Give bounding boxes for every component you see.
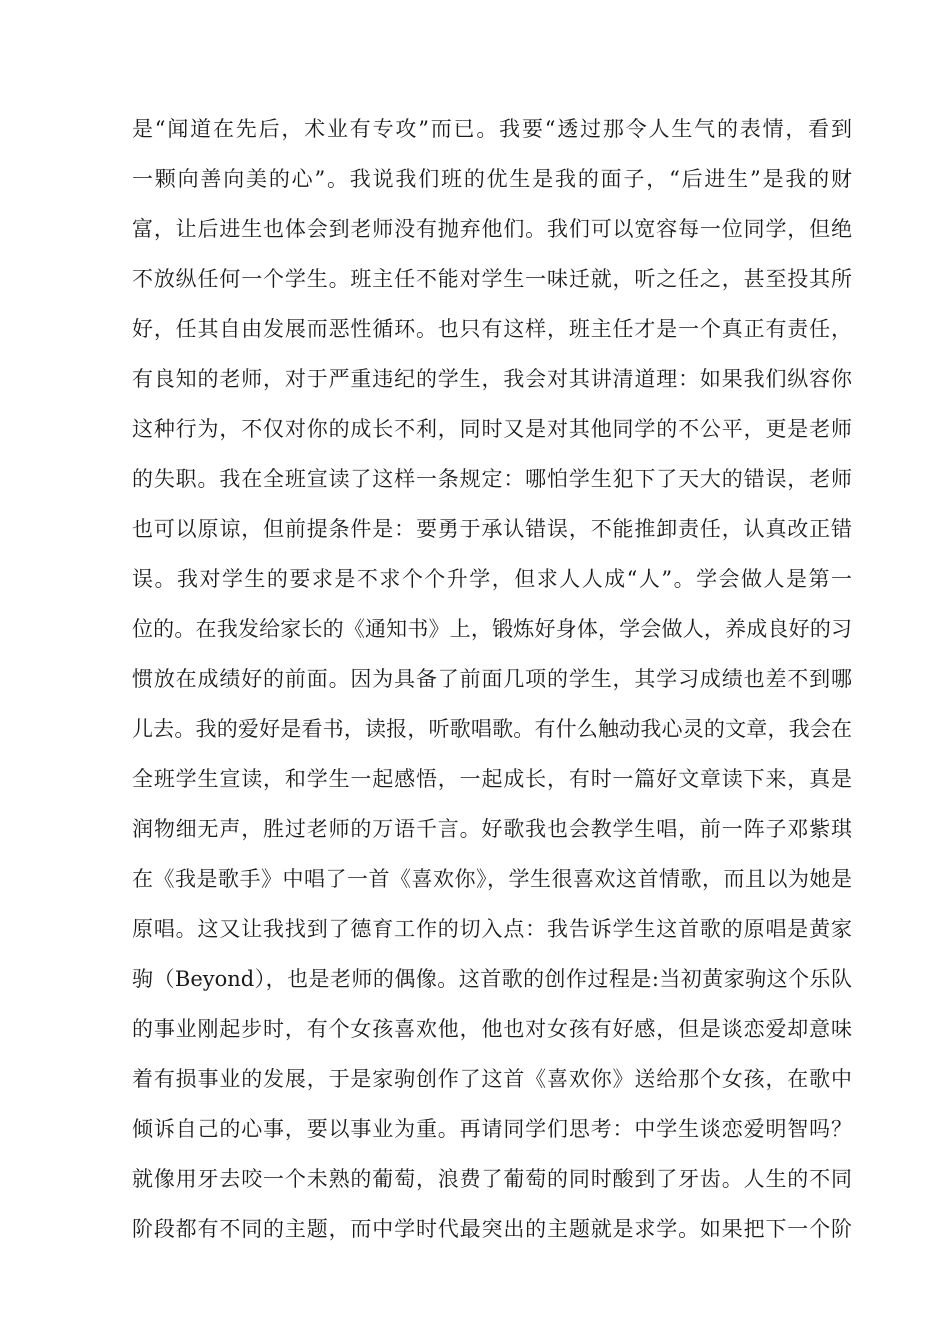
text-line: 这种行为，不仅对你的成长不利，同时又是对其他同学的不公平，更是老师 xyxy=(132,417,852,441)
text-line: 惯放在成绩好的前面。因为具备了前面几项的学生，其学习成绩也差不到哪 xyxy=(132,667,852,691)
text-line: 一颗向善向美的心”。我说我们班的优生是我的面子，“后进生”是我的财 xyxy=(132,167,852,191)
text-line: 在《我是歌手》中唱了一首《喜欢你》，学生很喜欢这首情歌，而且以为她是 xyxy=(132,867,852,891)
text-line: 也可以原谅，但前提条件是：要勇于承认错误，不能推卸责任，认真改正错 xyxy=(132,517,852,541)
body-text xyxy=(132,104,852,1254)
text-line: 好，任其自由发展而恶性循环。也只有这样，班主任才是一个真正有责任， xyxy=(132,317,852,341)
text-line: 富，让后进生也体会到老师没有抛弃他们。我们可以宽容每一位同学，但绝 xyxy=(132,217,852,241)
text-line: 的事业刚起步时，有个女孩喜欢他，他也对女孩有好感，但是谈恋爱却意味 xyxy=(132,1017,852,1041)
text-line: 不放纵任何一个学生。班主任不能对学生一味迁就，听之任之，甚至投其所 xyxy=(132,267,852,291)
text-line: 原唱。这又让我找到了德育工作的切入点：我告诉学生这首歌的原唱是黄家 xyxy=(132,917,852,941)
text-line: 误。我对学生的要求是不求个个升学，但求人人成“人”。学会做人是第一 xyxy=(132,567,852,591)
text-line: 倾诉自己的心事，要以事业为重。再请同学们思考：中学生谈恋爱明智吗？ xyxy=(132,1117,852,1141)
text-line: 驹（Beyond），也是老师的偶像。这首歌的创作过程是:当初黄家驹这个乐队 xyxy=(132,967,852,991)
text-line: 的失职。我在全班宣读了这样一条规定：哪怕学生犯下了天大的错误，老师 xyxy=(132,467,852,491)
text-line: 有良知的老师，对于严重违纪的学生，我会对其讲清道理：如果我们纵容你 xyxy=(132,367,852,391)
text-line: 就像用牙去咬一个未熟的葡萄，浪费了葡萄的同时酸到了牙齿。人生的不同 xyxy=(132,1167,852,1191)
text-line: 阶段都有不同的主题，而中学时代最突出的主题就是求学。如果把下一个阶 xyxy=(132,1217,852,1241)
text-line: 全班学生宣读，和学生一起感悟，一起成长，有时一篇好文章读下来，真是 xyxy=(132,767,852,791)
text-line: 着有损事业的发展，于是家驹创作了这首《喜欢你》送给那个女孩，在歌中 xyxy=(132,1067,852,1091)
text-line: 位的。在我发给家长的《通知书》上，锻炼好身体，学会做人，养成良好的习 xyxy=(132,617,852,641)
text-line: 是“闻道在先后，术业有专攻”而已。我要“透过那令人生气的表情，看到 xyxy=(132,117,852,141)
text-line: 儿去。我的爱好是看书，读报，听歌唱歌。有什么触动我心灵的文章，我会在 xyxy=(132,717,852,741)
text-line: 润物细无声，胜过老师的万语千言。好歌我也会教学生唱，前一阵子邓紫琪 xyxy=(132,817,852,841)
